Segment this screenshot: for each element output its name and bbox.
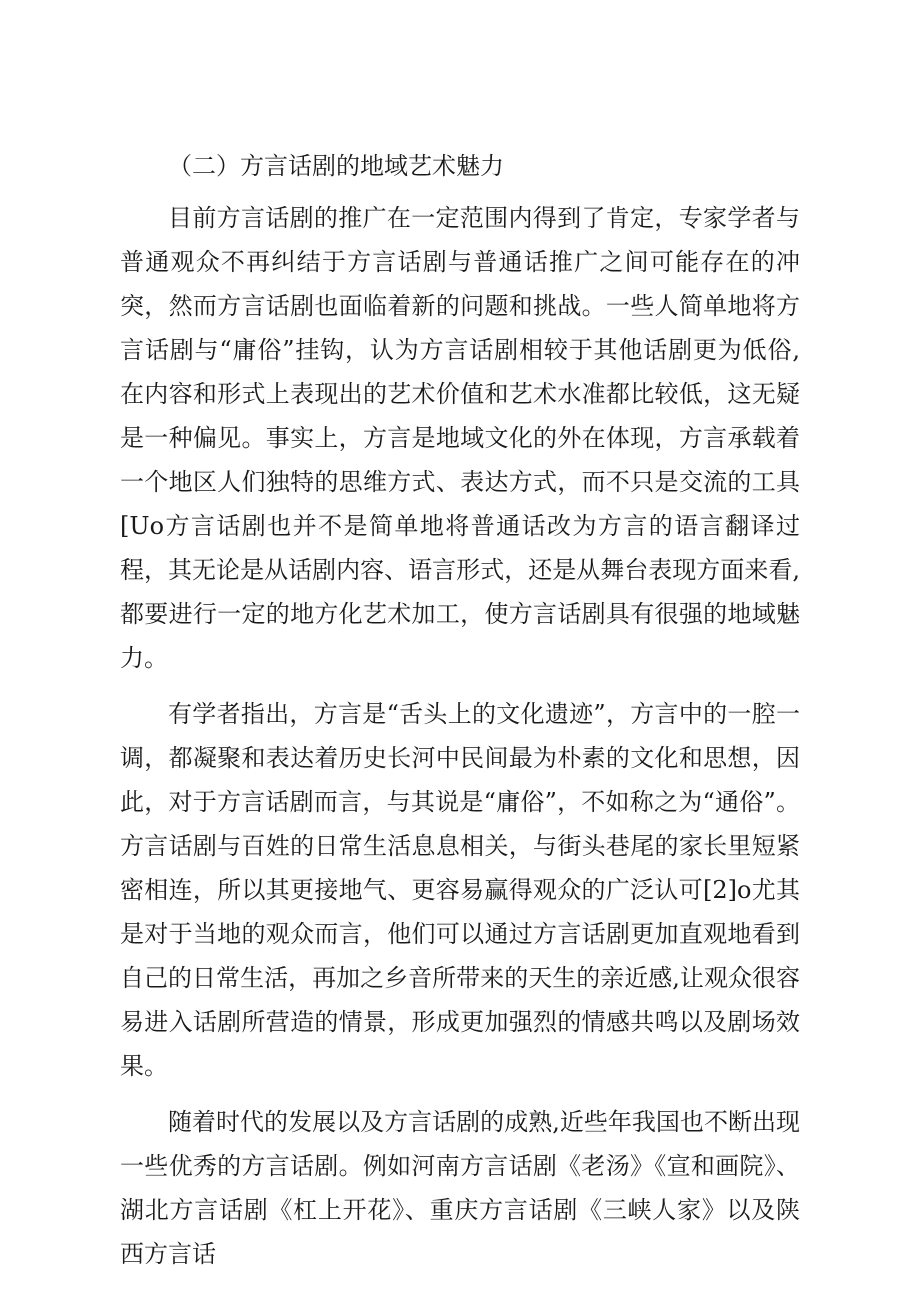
document-body bbox=[120, 144, 800, 1288]
paragraph-2: 有学者指出，方言是“舌头上的文化遗迹”，方言中的一腔一调，都凝聚和表达着历史长河中民间最为朴素的文化和思想，因此，对于方言话剧而言，与其说是“庸俗”，不如称之为“通俗”。方言话剧与百姓的日常生活息息相关，与街头巷尾的家长里短紧密相连，所以其更接地气、更容易赢得观众的广泛认可[2]o尤其是对于当地的观众而言，他们可以通过方言话剧更加直观地看到自己的日常生活，再加之乡音所带来的天生的亲近感,让观众很容易进入话剧所营造的情景，形成更加强烈的情感共鸣以及剧场效果。 bbox=[120, 700, 800, 1080]
paragraph-3: 随着时代的发展以及方言话剧的成熟,近些年我国也不断出现一些优秀的方言话剧。例如河南方言话剧《老汤》《宣和画院》、湖北方言话剧《杠上开花》、重庆方言话剧《三峡人家》以及陕西方言话 bbox=[120, 1108, 800, 1268]
section-heading: （二）方言话剧的地域艺术魅力 bbox=[168, 152, 504, 180]
paragraph-1: 目前方言话剧的推广在一定范围内得到了肯定，专家学者与普通观众不再纠结于方言话剧与普通话推广之间可能存在的冲突，然而方言话剧也面临着新的问题和挑战。一些人简单地将方言话剧与“庸俗”挂钩，认为方言话剧相较于其他话剧更为低俗,在内容和形式上表现出的艺术价值和艺术水准都比较低，这无疑是一种偏见。事实上，方言是地域文化的外在体现，方言承载着一个地区人们独特的思维方式、表达方式，而不只是交流的工具[Uo方言话剧也并不是简单地将普通话改为方言的语言翻译过程，其无论是从话剧内容、语言形式，还是从舞台表现方面来看,都要进行一定的地方化艺术加工，使方言话剧具有很强的地域魅力。 bbox=[120, 204, 800, 672]
